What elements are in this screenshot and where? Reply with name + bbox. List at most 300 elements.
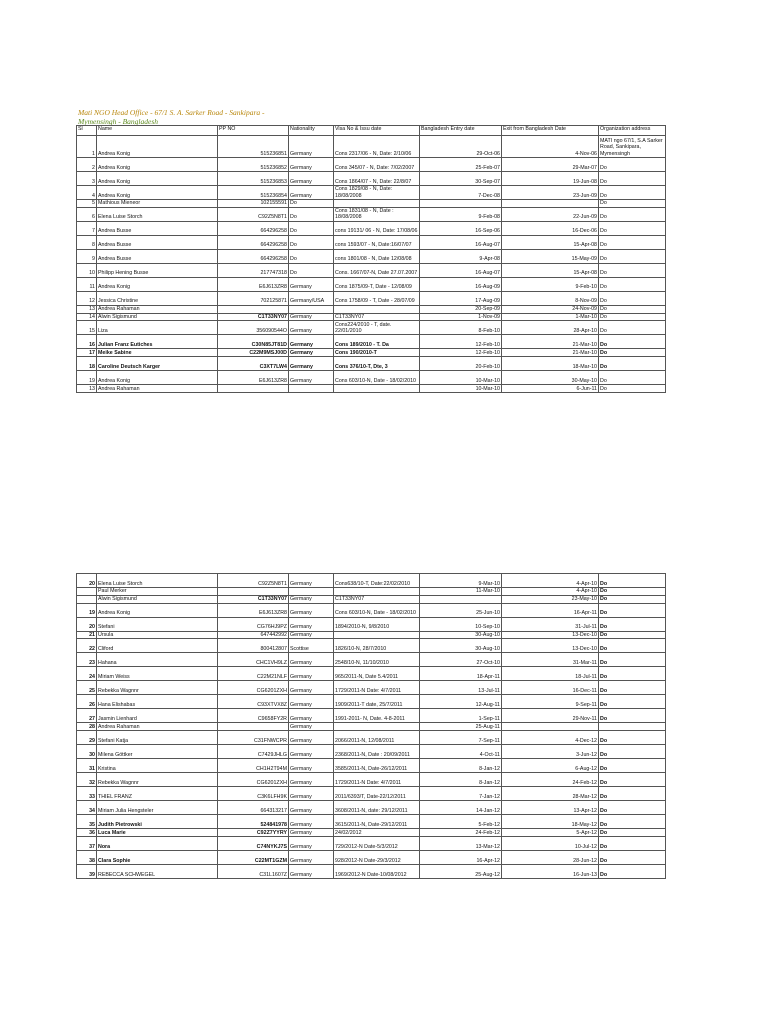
sl-cell: 37 bbox=[77, 836, 97, 850]
passport-cell bbox=[218, 723, 289, 731]
table-row bbox=[77, 836, 666, 850]
nationality-cell: Do bbox=[289, 200, 334, 208]
organization-cell: Do bbox=[599, 385, 666, 393]
organization-cell: Do bbox=[599, 829, 666, 837]
organization-cell: Do bbox=[599, 158, 666, 172]
organization-cell: Do bbox=[599, 631, 666, 639]
nationality-cell: Do bbox=[289, 263, 334, 277]
visa-cell: 1826/10-N, 28/7/2010 bbox=[334, 639, 420, 653]
sl-cell: 39 bbox=[77, 864, 97, 878]
organization-cell: Do bbox=[599, 291, 666, 305]
exit-date-cell: 1-Mar-10 bbox=[502, 313, 599, 321]
visa-cell: 1729/2011-N Date: 4/7/2011 bbox=[334, 773, 420, 787]
visa-cell: 2548/10-N, 11/10/2010 bbox=[334, 653, 420, 667]
exit-date-cell: 28-Jun-12 bbox=[502, 850, 599, 864]
name-cell: Mathious Mieneor bbox=[97, 200, 218, 208]
sl-cell: 3 bbox=[77, 172, 97, 186]
sl-cell: 10 bbox=[77, 263, 97, 277]
organization-cell: Do bbox=[599, 277, 666, 291]
name-cell: Cliford bbox=[97, 639, 218, 653]
name-cell: Alwin Sigismund bbox=[97, 595, 218, 603]
nationality-cell: Germany bbox=[289, 172, 334, 186]
passport-cell: C1T33NY07 bbox=[218, 595, 289, 603]
passport-cell: C74NYKJ7S bbox=[218, 836, 289, 850]
passport-cell: 515236853 bbox=[218, 172, 289, 186]
sl-cell: 38 bbox=[77, 850, 97, 864]
table-row bbox=[77, 313, 666, 321]
table-row bbox=[77, 603, 666, 617]
nationality-cell: Germany bbox=[289, 158, 334, 172]
table-row bbox=[77, 385, 666, 393]
table-row bbox=[77, 631, 666, 639]
table-row bbox=[77, 305, 666, 313]
passport-cell bbox=[218, 588, 289, 596]
table-row bbox=[77, 371, 666, 385]
visa-cell: 2011/6393/T, Date-22/12/2011 bbox=[334, 787, 420, 801]
entry-date-cell: 10-Mar-10 bbox=[420, 371, 502, 385]
name-cell: Judith Pietrowski bbox=[97, 815, 218, 829]
entry-date-cell: 25-Aug-11 bbox=[420, 723, 502, 731]
exit-date-cell: 23-May-10 bbox=[502, 595, 599, 603]
nationality-cell: Germany bbox=[289, 709, 334, 723]
nationality-cell bbox=[289, 385, 334, 393]
table-row bbox=[77, 277, 666, 291]
visa-cell bbox=[334, 385, 420, 393]
table-row bbox=[77, 617, 666, 631]
name-cell: Andrea Konig bbox=[97, 371, 218, 385]
name-cell: Rebekka Wagnnr bbox=[97, 773, 218, 787]
entry-date-cell: 16-Aug-07 bbox=[420, 235, 502, 249]
entry-date-cell: 30-Aug-10 bbox=[420, 631, 502, 639]
visa-cell bbox=[334, 631, 420, 639]
entry-date-cell: 13-Mar-12 bbox=[420, 836, 502, 850]
table-row bbox=[77, 200, 666, 208]
sl-cell bbox=[77, 588, 97, 596]
table-row bbox=[77, 864, 666, 878]
sl-cell: 30 bbox=[77, 745, 97, 759]
organization-cell: Do bbox=[599, 263, 666, 277]
entry-date-cell: 12-Aug-11 bbox=[420, 695, 502, 709]
exit-date-cell: 13-Apr-12 bbox=[502, 801, 599, 815]
nationality-cell: Germany bbox=[289, 617, 334, 631]
table-row bbox=[77, 695, 666, 709]
name-cell: Meike Sabine bbox=[97, 349, 218, 357]
passport-cell: C92Z7YYRY bbox=[218, 829, 289, 837]
visa-cell: Cons 1758/09 - T, Date - 28/07/09 bbox=[334, 291, 420, 305]
organization-cell: Do bbox=[599, 371, 666, 385]
column-header: PP NO bbox=[218, 126, 289, 136]
sl-cell: 16 bbox=[77, 335, 97, 349]
entry-date-cell: 10-Sep-10 bbox=[420, 617, 502, 631]
organization-cell: Do bbox=[599, 639, 666, 653]
sl-cell: 17 bbox=[77, 349, 97, 357]
nationality-cell: Germany bbox=[289, 574, 334, 588]
nationality-cell: Germany bbox=[289, 653, 334, 667]
visa-cell: Cons 1831/08 - N, Date : 18/08/2008 bbox=[334, 207, 420, 221]
organization-cell: Do bbox=[599, 172, 666, 186]
organization-cell: Do bbox=[599, 815, 666, 829]
name-cell: Andrea Konig bbox=[97, 603, 218, 617]
name-cell: Andrea Konig bbox=[97, 186, 218, 200]
passport-cell: 664296258 bbox=[218, 249, 289, 263]
organization-cell: Do bbox=[599, 864, 666, 878]
entry-date-cell: 9-Apr-08 bbox=[420, 249, 502, 263]
visa-cell: 1909/2011-T date, 25/7/2011 bbox=[334, 695, 420, 709]
exit-date-cell: 9-Sep-11 bbox=[502, 695, 599, 709]
organization-cell: Do bbox=[599, 653, 666, 667]
nationality-cell: Germany bbox=[289, 136, 334, 158]
name-cell: Paul Merker bbox=[97, 588, 218, 596]
sl-cell: 1 bbox=[77, 136, 97, 158]
passport-cell: 664296258 bbox=[218, 235, 289, 249]
organization-cell: Do bbox=[599, 186, 666, 200]
table-row bbox=[77, 249, 666, 263]
visa-cell: Cons 345/07 - N, Date: 7/02/2007 bbox=[334, 158, 420, 172]
organization-cell: Do bbox=[599, 850, 666, 864]
exit-date-cell: 16-Dec-06 bbox=[502, 221, 599, 235]
passport-cell: C9658FY2R bbox=[218, 709, 289, 723]
organization-cell: Do bbox=[599, 709, 666, 723]
exit-date-cell: 21-Mar-10 bbox=[502, 349, 599, 357]
visa-cell: Cons 1864/07 - N, Date: 22/8/07 bbox=[334, 172, 420, 186]
table-row bbox=[77, 172, 666, 186]
nationality-cell: Germany bbox=[289, 313, 334, 321]
entry-date-cell: 25-Feb-07 bbox=[420, 158, 502, 172]
name-cell: Caroline Deutsch Karger bbox=[97, 357, 218, 371]
nationality-cell: Germany bbox=[289, 723, 334, 731]
entry-date-cell: 12-Feb-10 bbox=[420, 349, 502, 357]
entry-date-cell: 9-Mar-10 bbox=[420, 574, 502, 588]
sl-cell: 11 bbox=[77, 277, 97, 291]
sl-cell: 24 bbox=[77, 667, 97, 681]
table-row bbox=[77, 357, 666, 371]
exit-date-cell: 8-Nov-09 bbox=[502, 291, 599, 305]
visa-cell: 24/02/2012 bbox=[334, 829, 420, 837]
table-row bbox=[77, 681, 666, 695]
entry-date-cell: 1-Nov-09 bbox=[420, 313, 502, 321]
exit-date-cell: 4-Nov-06 bbox=[502, 136, 599, 158]
sl-cell: 18 bbox=[77, 357, 97, 371]
passport-cell: CG6201ZXH bbox=[218, 681, 289, 695]
visa-cell: 3615/2011-N, Date-29/12/2011 bbox=[334, 815, 420, 829]
nationality-cell: Germany bbox=[289, 667, 334, 681]
name-cell: Andrea Konig bbox=[97, 172, 218, 186]
name-cell: Elena Luise Storch bbox=[97, 574, 218, 588]
organization-cell: Do bbox=[599, 357, 666, 371]
visa-cell: Cons 376/10-T, Dte, 3 bbox=[334, 357, 420, 371]
nationality-cell: Germany bbox=[289, 349, 334, 357]
passport-cell: 515236852 bbox=[218, 158, 289, 172]
nationality-cell: Germany bbox=[289, 357, 334, 371]
table-row bbox=[77, 829, 666, 837]
table-row bbox=[77, 731, 666, 745]
nationality-cell: Germany bbox=[289, 815, 334, 829]
name-cell: Andrea Busse bbox=[97, 249, 218, 263]
visa-cell: 1729/2011-N Date: 4/7/2011 bbox=[334, 681, 420, 695]
passport-cell: 800412807 bbox=[218, 639, 289, 653]
entry-date-cell: 18-Apr-11 bbox=[420, 667, 502, 681]
exit-date-cell: 15-Apr-08 bbox=[502, 263, 599, 277]
sl-cell: 32 bbox=[77, 773, 97, 787]
nationality-cell: Germany bbox=[289, 321, 334, 335]
visa-table-1 bbox=[76, 125, 666, 393]
visa-cell bbox=[334, 305, 420, 313]
passport-cell: CG76HJ9PZ bbox=[218, 617, 289, 631]
organization-cell: Do bbox=[599, 249, 666, 263]
organization-cell: Do bbox=[599, 335, 666, 349]
visa-cell: 1894/2010-N, 9/8/2010 bbox=[334, 617, 420, 631]
sl-cell: 19 bbox=[77, 603, 97, 617]
nationality-cell: Germany bbox=[289, 631, 334, 639]
organization-cell: Do bbox=[599, 787, 666, 801]
table-row bbox=[77, 773, 666, 787]
passport-cell: 702125871 bbox=[218, 291, 289, 305]
visa-cell: C1T33NY07 bbox=[334, 595, 420, 603]
table-row bbox=[77, 263, 666, 277]
sl-cell: 19 bbox=[77, 371, 97, 385]
exit-date-cell: 4-Dec-12 bbox=[502, 731, 599, 745]
organization-cell: Do bbox=[599, 759, 666, 773]
name-cell: Andrea Rahaman bbox=[97, 385, 218, 393]
table-row bbox=[77, 745, 666, 759]
exit-date-cell: 13-Dec-10 bbox=[502, 631, 599, 639]
entry-date-cell: 11-Mar-10 bbox=[420, 588, 502, 596]
passport-cell: E6J613ZR8 bbox=[218, 371, 289, 385]
name-cell: Andrea Rahaman bbox=[97, 305, 218, 313]
organization-cell: Do bbox=[599, 681, 666, 695]
name-cell: Luca Marie bbox=[97, 829, 218, 837]
exit-date-cell: 23-Jun-09 bbox=[502, 186, 599, 200]
name-cell: Philipp Hening Busse bbox=[97, 263, 218, 277]
visa-cell: cons 1593/07 - N, Date:16/07/07 bbox=[334, 235, 420, 249]
passport-cell: C92Z5N8T1 bbox=[218, 574, 289, 588]
visa-cell: cons 1801/08 - N, Date 12/08/08 bbox=[334, 249, 420, 263]
name-cell: Kristina bbox=[97, 759, 218, 773]
visa-cell: 2066/2011-N, 12/08/2011 bbox=[334, 731, 420, 745]
entry-date-cell: 16-Aug-07 bbox=[420, 263, 502, 277]
title-line-1: Mati NGO Head Office - 67/1 S. A. Sarker Road - Sankipara - bbox=[78, 108, 265, 117]
entry-date-cell: 8-Jan-12 bbox=[420, 759, 502, 773]
sl-cell: 33 bbox=[77, 787, 97, 801]
organization-cell: Do bbox=[599, 588, 666, 596]
entry-date-cell: 16-Apr-12 bbox=[420, 850, 502, 864]
column-header: Exit from Bangladesh Date bbox=[502, 126, 599, 136]
exit-date-cell: 13-Dec-10 bbox=[502, 639, 599, 653]
exit-date-cell: 22-Jun-09 bbox=[502, 207, 599, 221]
nationality-cell: Germany bbox=[289, 759, 334, 773]
sl-cell: 20 bbox=[77, 617, 97, 631]
passport-cell: 664313217 bbox=[218, 801, 289, 815]
sl-cell: 4 bbox=[77, 186, 97, 200]
exit-date-cell: 5-Apr-12 bbox=[502, 829, 599, 837]
visa-cell: 1969/2012-N Date-10/08/2012 bbox=[334, 864, 420, 878]
sl-cell: 26 bbox=[77, 695, 97, 709]
visa-cell: 928/2012-N Date-29/3/2012 bbox=[334, 850, 420, 864]
visa-cell bbox=[334, 588, 420, 596]
entry-date-cell: 12-Feb-10 bbox=[420, 335, 502, 349]
visa-cell: Cons 603/10-N, Date - 18/02/2010 bbox=[334, 603, 420, 617]
sl-cell: 9 bbox=[77, 249, 97, 263]
table-row bbox=[77, 801, 666, 815]
nationality-cell: Germany bbox=[289, 731, 334, 745]
visa-table-2 bbox=[76, 573, 666, 879]
entry-date-cell: 20-Feb-10 bbox=[420, 357, 502, 371]
sl-cell: 27 bbox=[77, 709, 97, 723]
visa-cell: Cons 190/2010-T bbox=[334, 349, 420, 357]
exit-date-cell: 28-Apr-10 bbox=[502, 321, 599, 335]
table-row bbox=[77, 235, 666, 249]
table-row bbox=[77, 787, 666, 801]
entry-date-cell: 8-Feb-10 bbox=[420, 321, 502, 335]
exit-date-cell bbox=[502, 723, 599, 731]
table-row bbox=[77, 574, 666, 588]
sl-cell: 7 bbox=[77, 221, 97, 235]
name-cell: Jasmin Lienhard bbox=[97, 709, 218, 723]
name-cell: Miriam Weiss bbox=[97, 667, 218, 681]
column-header: Name bbox=[97, 126, 218, 136]
organization-cell: Do bbox=[599, 305, 666, 313]
sl-cell bbox=[77, 595, 97, 603]
visa-cell: 2368/2011-N, Date : 20/09/2011 bbox=[334, 745, 420, 759]
visa-cell: Cons 603/10-N, Date - 18/02/2010 bbox=[334, 371, 420, 385]
entry-date-cell: 8-Jan-12 bbox=[420, 773, 502, 787]
organization-cell: Do bbox=[599, 221, 666, 235]
table-row bbox=[77, 136, 666, 158]
entry-date-cell: 25-Aug-12 bbox=[420, 864, 502, 878]
entry-date-cell: 16-Sep-06 bbox=[420, 221, 502, 235]
name-cell: Nora bbox=[97, 836, 218, 850]
organization-cell: Do bbox=[599, 731, 666, 745]
sl-cell: 28 bbox=[77, 723, 97, 731]
name-cell: THIEL FRANZ bbox=[97, 787, 218, 801]
sl-cell: 13 bbox=[77, 385, 97, 393]
sl-cell: 22 bbox=[77, 639, 97, 653]
exit-date-cell: 4-Apr-10 bbox=[502, 588, 599, 596]
passport-cell: 102155591 bbox=[218, 200, 289, 208]
name-cell: Andrea Rahaman bbox=[97, 723, 218, 731]
exit-date-cell: 9-Feb-10 bbox=[502, 277, 599, 291]
table-row bbox=[77, 639, 666, 653]
passport-cell: C3XT7LW4 bbox=[218, 357, 289, 371]
entry-date-cell: 14-Jan-12 bbox=[420, 801, 502, 815]
sl-cell: 5 bbox=[77, 200, 97, 208]
nationality-cell: Germany bbox=[289, 787, 334, 801]
exit-date-cell: 16-Dec-11 bbox=[502, 681, 599, 695]
entry-date-cell: 30-Aug-10 bbox=[420, 639, 502, 653]
table-row bbox=[77, 291, 666, 305]
passport-cell: C1T33NY07 bbox=[218, 313, 289, 321]
name-cell: Rebekka Wagnnr bbox=[97, 681, 218, 695]
passport-cell: C7429JHLG bbox=[218, 745, 289, 759]
name-cell: Hahana bbox=[97, 653, 218, 667]
sl-cell: 12 bbox=[77, 291, 97, 305]
name-cell: Elena Luise Storch bbox=[97, 207, 218, 221]
sl-cell: 8 bbox=[77, 235, 97, 249]
passport-cell: E6J613ZR8 bbox=[218, 603, 289, 617]
name-cell: REBECCA SCHWEGEL bbox=[97, 864, 218, 878]
organization-cell: Do bbox=[599, 235, 666, 249]
name-cell: Andrea Busse bbox=[97, 235, 218, 249]
organization-cell: Do bbox=[599, 349, 666, 357]
table-row bbox=[77, 158, 666, 172]
organization-cell: Do bbox=[599, 801, 666, 815]
exit-date-cell: 16-Apr-11 bbox=[502, 603, 599, 617]
table-row bbox=[77, 595, 666, 603]
passport-cell: C31FNWCPR bbox=[218, 731, 289, 745]
organization-cell: Do bbox=[599, 207, 666, 221]
nationality-cell: Germany bbox=[289, 603, 334, 617]
passport-cell: 515236854 bbox=[218, 186, 289, 200]
nationality-cell bbox=[289, 588, 334, 596]
sl-cell: 25 bbox=[77, 681, 97, 695]
visa-cell: Cons 2317/06 - N, Date: 2/10/06 bbox=[334, 136, 420, 158]
entry-date-cell: 16-Aug-09 bbox=[420, 277, 502, 291]
passport-cell: 217747318 bbox=[218, 263, 289, 277]
exit-date-cell: 3-Jun-12 bbox=[502, 745, 599, 759]
table-row bbox=[77, 815, 666, 829]
name-cell: Andrea Konig bbox=[97, 158, 218, 172]
sl-cell: 31 bbox=[77, 759, 97, 773]
passport-cell: CG6201ZXH bbox=[218, 773, 289, 787]
name-cell: Andrea Busse bbox=[97, 221, 218, 235]
nationality-cell: Germany bbox=[289, 773, 334, 787]
nationality-cell: Germany bbox=[289, 595, 334, 603]
exit-date-cell: 15-May-09 bbox=[502, 249, 599, 263]
nationality-cell: Germany bbox=[289, 745, 334, 759]
table-row bbox=[77, 653, 666, 667]
visa-cell: Cons 1875/09-T, Date - 12/08/09 bbox=[334, 277, 420, 291]
table-row bbox=[77, 850, 666, 864]
exit-date-cell: 29-Mar-07 bbox=[502, 158, 599, 172]
nationality-cell: Germany bbox=[289, 836, 334, 850]
sl-cell: 35 bbox=[77, 815, 97, 829]
passport-cell: 647442992 bbox=[218, 631, 289, 639]
organization-cell: Do bbox=[599, 836, 666, 850]
title-line-2: Mymensingh - Bangladesh bbox=[78, 117, 158, 126]
exit-date-cell: 18-May-12 bbox=[502, 815, 599, 829]
name-cell: Alwin Sigismund bbox=[97, 313, 218, 321]
organization-cell: Do bbox=[599, 595, 666, 603]
nationality-cell: Do bbox=[289, 235, 334, 249]
exit-date-cell: 6-Jun-11 bbox=[502, 385, 599, 393]
entry-date-cell bbox=[420, 595, 502, 603]
exit-date-cell: 30-May-10 bbox=[502, 371, 599, 385]
name-cell: Stefani Katja bbox=[97, 731, 218, 745]
organization-cell: Do bbox=[599, 574, 666, 588]
passport-cell: E6J613ZR8 bbox=[218, 277, 289, 291]
visa-cell: Cons 1829/08 - N, Date: 18/08/2008 bbox=[334, 186, 420, 200]
exit-date-cell bbox=[502, 200, 599, 208]
organization-cell: Do bbox=[599, 667, 666, 681]
name-cell: Hana Elishabas bbox=[97, 695, 218, 709]
column-header: Organization address bbox=[599, 126, 666, 136]
passport-cell: C3K6LFH9K bbox=[218, 787, 289, 801]
nationality-cell: Germany bbox=[289, 186, 334, 200]
entry-date-cell: 4-Oct-11 bbox=[420, 745, 502, 759]
passport-cell: C22M21NLF bbox=[218, 667, 289, 681]
nationality-cell: Germany bbox=[289, 335, 334, 349]
entry-date-cell: 7-Dec-08 bbox=[420, 186, 502, 200]
organization-cell: Do bbox=[599, 321, 666, 335]
exit-date-cell: 4-Apr-10 bbox=[502, 574, 599, 588]
organization-cell: MATI ngo 67/1, S.A Sarker Road, Sankipara, Mymensingh bbox=[599, 136, 666, 158]
nationality-cell: Do bbox=[289, 249, 334, 263]
exit-date-cell: 15-Apr-08 bbox=[502, 235, 599, 249]
nationality-cell: Germany bbox=[289, 277, 334, 291]
table-row bbox=[77, 207, 666, 221]
visa-cell: Cons 189/2010 - T. Da bbox=[334, 335, 420, 349]
name-cell: Clara Sophie bbox=[97, 850, 218, 864]
